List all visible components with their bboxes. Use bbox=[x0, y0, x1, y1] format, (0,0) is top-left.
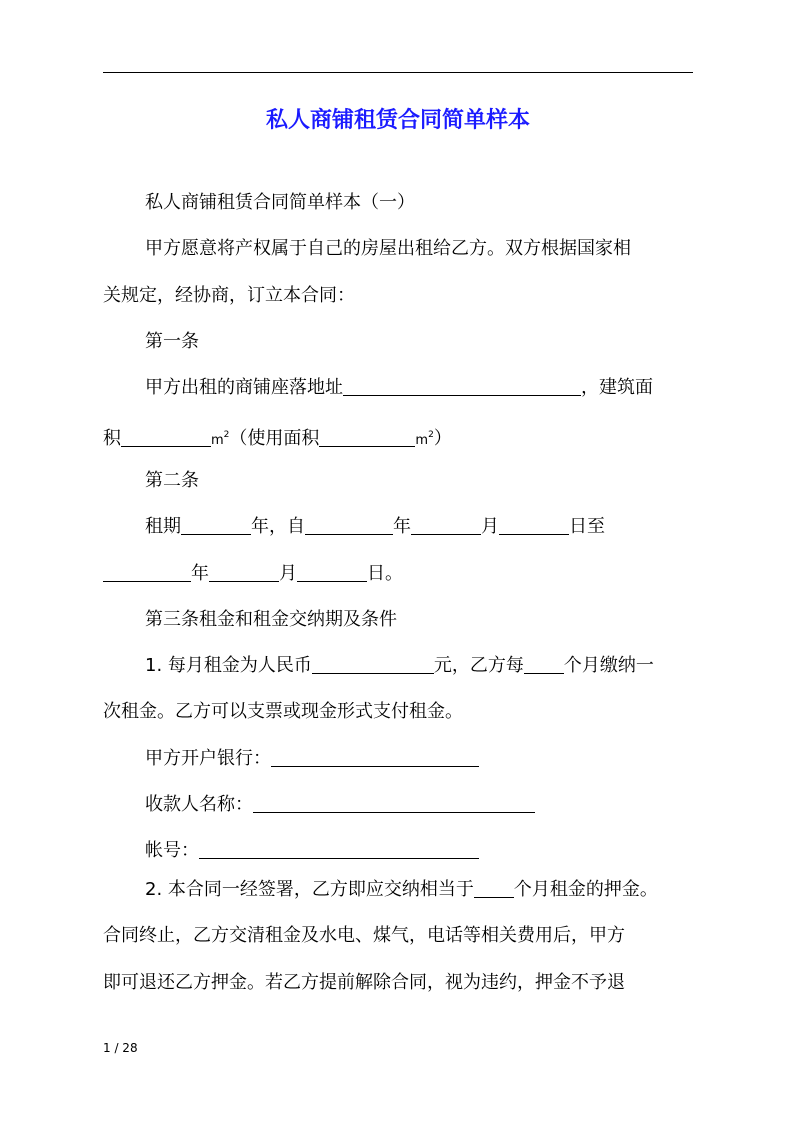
header-rule bbox=[103, 72, 693, 73]
clause-2-line-1 bbox=[145, 875, 693, 905]
intro-line-2: 关规定，经协商，订立本合同： bbox=[103, 285, 355, 306]
building-area-blank[interactable] bbox=[121, 426, 211, 447]
year-label: 年 bbox=[393, 516, 411, 537]
article-1-line-2 bbox=[103, 420, 693, 456]
day-to-label: 日至 bbox=[569, 516, 605, 537]
article-2-heading: 第二条 bbox=[145, 470, 199, 491]
start-day-blank[interactable] bbox=[499, 514, 569, 535]
account-line bbox=[145, 836, 693, 866]
from-label: 年，自 bbox=[251, 516, 305, 537]
article-1-text-b: ，建筑面 bbox=[581, 377, 653, 398]
account-blank[interactable] bbox=[199, 838, 479, 859]
deposit-text-a: 2. 本合同一经签署，乙方即应交纳相当于 bbox=[145, 879, 474, 900]
clause-2-line-3: 即可退还乙方押金。若乙方提前解除合同，视为违约，押金不予退 bbox=[103, 972, 625, 993]
bank-label: 甲方开户银行： bbox=[145, 748, 271, 769]
clause-2-line-2: 合同终止，乙方交清租金及水电、煤气，电话等相关费用后，甲方 bbox=[103, 925, 625, 946]
article-1-text-c: 积 bbox=[103, 428, 121, 449]
rent-period-label-2: 个月缴纳一 bbox=[563, 655, 654, 676]
usable-area-blank[interactable] bbox=[319, 426, 415, 447]
rent-label: 1. 每月租金为人民币 bbox=[145, 655, 312, 676]
clause-1-line-1 bbox=[145, 651, 693, 681]
account-label: 帐号： bbox=[145, 840, 199, 861]
end-day-label: 日。 bbox=[367, 563, 403, 584]
article-3-heading: 第三条租金和租金交纳期及条件 bbox=[145, 609, 397, 630]
article-1-text-a: 甲方出租的商铺座落地址 bbox=[145, 377, 343, 398]
intro-line-1: 甲方愿意将产权属于自己的房屋出租给乙方。双方根据国家相 bbox=[145, 238, 631, 259]
document-title: 私人商铺租赁合同简单样本 bbox=[265, 108, 530, 133]
unit-square-meter: $m^2$ bbox=[211, 430, 230, 448]
end-year-blank[interactable] bbox=[103, 561, 191, 582]
lease-years-blank[interactable] bbox=[181, 514, 251, 535]
unit-square-meter-2: $m^2$ bbox=[415, 430, 434, 448]
clause-1-line-2: 次租金。乙方可以支票或现金形式支付租金。 bbox=[103, 701, 463, 722]
page-indicator: 1 / 28 bbox=[103, 1041, 138, 1055]
payee-line bbox=[145, 790, 693, 820]
payee-blank[interactable] bbox=[253, 792, 535, 813]
article-1-text-d: （使用面积 bbox=[229, 428, 320, 449]
article-1-line-1 bbox=[145, 373, 693, 403]
article-2-line-1 bbox=[145, 512, 693, 542]
start-year-blank[interactable] bbox=[305, 514, 393, 535]
rent-amount-blank[interactable] bbox=[312, 653, 434, 674]
end-month-blank[interactable] bbox=[209, 561, 279, 582]
deposit-months-blank[interactable] bbox=[474, 877, 514, 898]
article-1-heading: 第一条 bbox=[145, 331, 199, 352]
address-blank[interactable] bbox=[343, 375, 581, 396]
article-2-line-2 bbox=[103, 559, 693, 589]
end-month-label: 月 bbox=[279, 563, 297, 584]
rent-period-label: 元，乙方每 bbox=[433, 655, 524, 676]
deposit-text-b: 个月租金的押金。 bbox=[513, 879, 658, 900]
rent-months-blank[interactable] bbox=[524, 653, 564, 674]
start-month-blank[interactable] bbox=[411, 514, 481, 535]
document-subtitle: 私人商铺租赁合同简单样本（一） bbox=[145, 192, 415, 213]
payee-label: 收款人名称： bbox=[145, 794, 253, 815]
article-1-text-e: ） bbox=[433, 428, 452, 449]
bank-blank[interactable] bbox=[271, 746, 479, 767]
bank-line bbox=[145, 744, 693, 774]
end-day-blank[interactable] bbox=[297, 561, 367, 582]
lease-term-label: 租期 bbox=[145, 516, 181, 537]
end-year-label: 年 bbox=[191, 563, 209, 584]
month-label: 月 bbox=[481, 516, 499, 537]
